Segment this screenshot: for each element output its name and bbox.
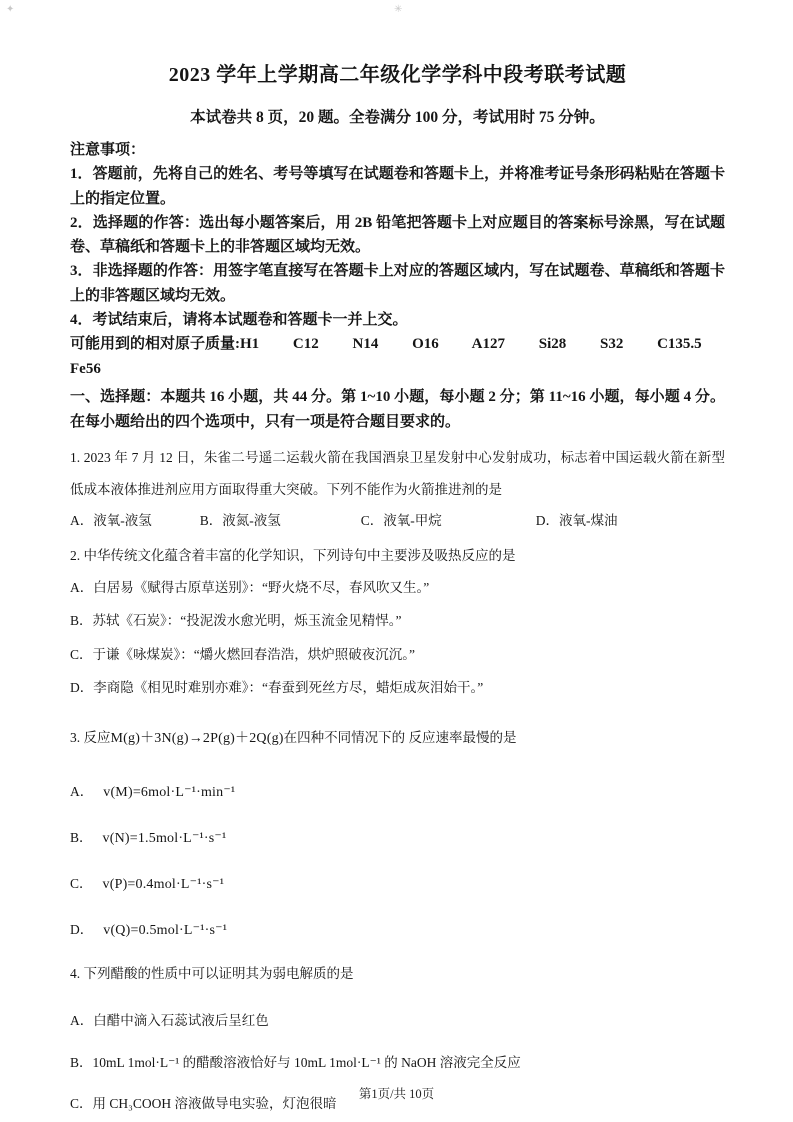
question-2-stem: 2. 中华传统文化蕴含着丰富的化学知识，下列诗句中主要涉及吸热反应的是	[70, 547, 516, 563]
question-1-option-c: C．液氧-甲烷	[360, 513, 442, 529]
page-number-footer: 第1页/共 10页	[358, 1087, 435, 1101]
exam-subtitle: 本试卷共 8 页，20 题。全卷满分 100 分，考试用时 75 分钟。	[190, 109, 605, 126]
page-top-artifact-icon: ✳	[394, 4, 403, 15]
question-2-option-b: B．苏轼《石炭》：“投泥泼水愈光明，烁玉流金见精悍。”	[70, 613, 402, 629]
page-corner-artifact-icon: ✦	[6, 4, 15, 15]
option-label: B．	[70, 829, 93, 845]
notice-item-4: 4．考试结束后，请将本试题卷和答题卡一并上交。	[70, 312, 408, 329]
question-4-option-a: A．白醋中滴入石蕊试液后呈红色	[70, 1012, 269, 1028]
question-3-stem-suffix: 在四种不同情况下的 反应速率最慢的是	[283, 729, 517, 745]
question-2	[70, 540, 725, 704]
question-3-stem-prefix: 3. 反应	[70, 729, 111, 745]
question-1-stem: 1. 2023 年 7 月 12 日，朱雀二号遥二运载火箭在我国酒泉卫星发射中心发射成功，标志着中国运载火箭在新型低成本液体推进剂应用方面取得重大突破。下列不能作为火箭推进剂的是	[70, 449, 725, 497]
notice-item-1: 1．答题前，先将自己的姓名、考号等填写在试题卷和答题卡上，并将准考证号条形码粘贴在答题卡上的指定位置。	[70, 166, 725, 207]
question-4-option-b: B．10mL 1mol·L⁻¹ 的醋酸溶液恰好与 10mL 1mol·L⁻¹ 的 NaOH 溶液完全反应	[70, 1054, 521, 1070]
notice-section	[70, 139, 725, 381]
atomic-masses-line-1: 可能用到的相对原子质量:H1 C12 N14 O16 A127 Si28 S32 C135.5	[70, 336, 702, 353]
notice-heading: 注意事项：	[70, 142, 146, 158]
option-label: A．	[70, 783, 94, 799]
option-formula: v(P)=0.4mol·L⁻¹·s⁻¹	[102, 876, 225, 892]
question-4-option-c: C．用 CH₃COOH 溶液做导电实验，灯泡很暗	[70, 1096, 337, 1112]
question-3-option-d	[70, 921, 725, 940]
option-formula: v(Q)=0.5mol·L⁻¹·s⁻¹	[103, 923, 228, 939]
question-2-option-a: A．白居易《赋得古原草送别》：“野火烧不尽，春风吹又生。”	[70, 580, 430, 596]
question-1-options	[70, 509, 725, 533]
question-2-option-d: D．李商隐《相见时难别亦难》：“春蚕到死丝方尽，蜡炬成灰泪始干。”	[70, 679, 484, 695]
question-1-option-a: A．液氧-液氢	[70, 513, 152, 529]
question-3	[70, 722, 725, 941]
question-3-reaction-formula: M(g)＋3N(g)→2P(g)＋2Q(g)	[110, 730, 284, 746]
option-label: D．	[70, 922, 94, 938]
question-1-option-b: B．液氮-液氢	[199, 513, 281, 529]
question-3-stem	[70, 722, 725, 756]
atomic-masses-line-2: Fe56	[70, 360, 101, 377]
question-2-option-c: C．于谦《咏煤炭》：“爝火燃回春浩浩，烘炉照破夜沉沉。”	[70, 646, 415, 662]
question-3-option-b	[70, 829, 725, 848]
question-4-stem: 4. 下列醋酸的性质中可以证明其为弱电解质的是	[70, 966, 354, 982]
section-heading: 一、选择题：本题共 16 小题，共 44 分。第 1~10 小题，每小题 2 分；第 11~16 小题，每小题 4 分。在每小题给出的四个选项中，只有一项是符合题目要求的。	[70, 388, 725, 431]
option-label: C．	[70, 875, 93, 891]
option-formula: v(N)=1.5mol·L⁻¹·s⁻¹	[102, 830, 227, 846]
question-3-option-a	[70, 783, 725, 802]
question-3-option-c	[70, 875, 725, 894]
exam-title: 2023 学年上学期高二年级化学学科中段考联考试题	[168, 64, 627, 86]
notice-item-3: 3．非选择题的作答：用签字笔直接写在答题卡上对应的答题区域内，写在试题卷、草稿纸和答题卡上的非答题区域均无效。	[70, 263, 725, 304]
option-formula: v(M)=6mol·L⁻¹·min⁻¹	[103, 784, 236, 800]
question-1-option-d: D．液氧-煤油	[535, 513, 618, 529]
question-1	[70, 442, 725, 534]
notice-item-2: 2．选择题的作答：选出每小题答案后，用 2B 铅笔把答题卡上对应题目的答案标号涂黑，写在试题卷、草稿纸和答题卡上的非答题区域均无效。	[70, 214, 725, 256]
